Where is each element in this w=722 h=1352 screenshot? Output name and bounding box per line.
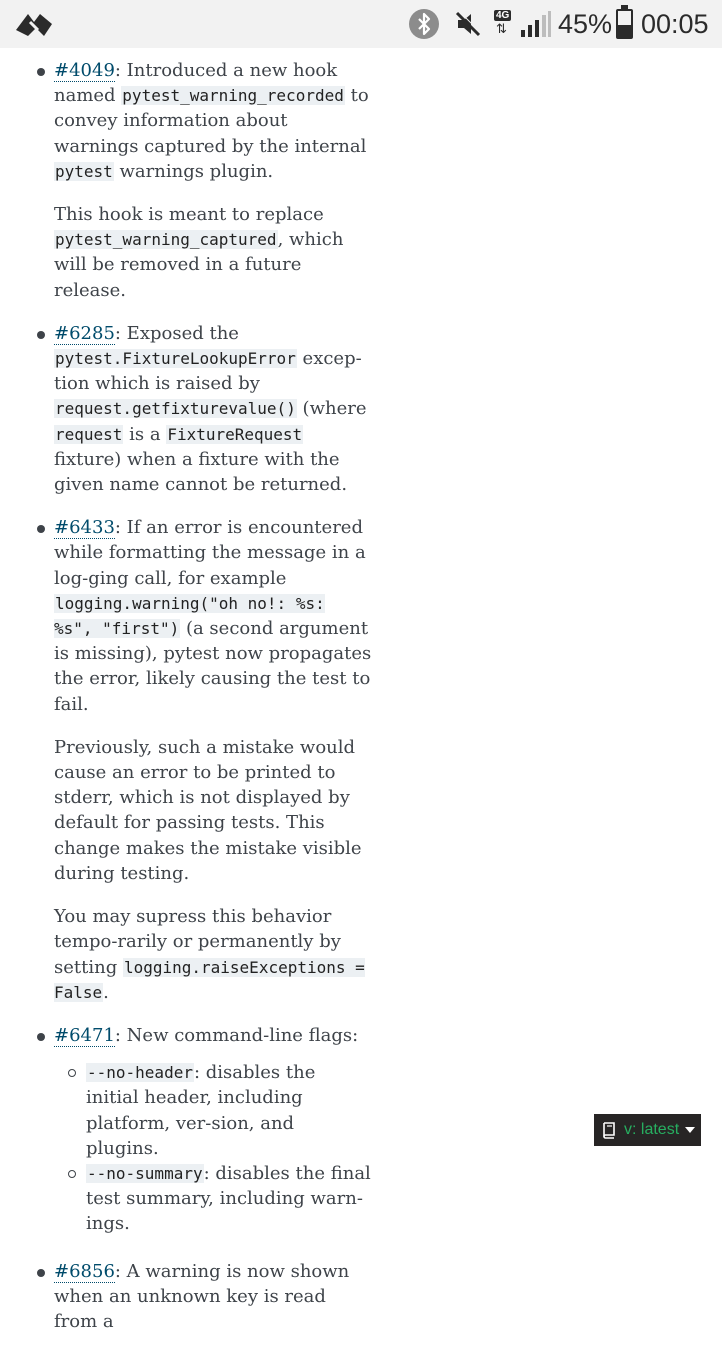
status-bar [0,0,722,48]
bullet-icon [37,1033,45,1041]
app-icon [14,8,54,40]
code-snippet: FixtureRequest [167,424,303,444]
code-snippet: request.getfixturevalue() [55,399,296,419]
bullet-icon [37,525,45,533]
signal-icon [520,10,552,38]
text: (where [296,398,367,420]
entry-paragraph [54,904,372,1005]
caret-down-icon [685,1127,695,1133]
entry-paragraph [54,515,372,717]
text: (a second argument is missing), pytest now propagates the error, likely causing the test to fail. [54,618,372,715]
sub-list [86,1060,372,1236]
code-snippet: pytest [55,161,113,181]
bullet-icon [37,68,45,76]
issue-link[interactable]: #6856 [54,1260,115,1282]
bullet-icon [37,331,45,339]
text: : disables the initial header, including platform, ver-sion, and plugins. [86,1062,316,1159]
text: Previously, such a mistake would cause an error to be printed to stderr, which is not displayed by default for passing tests. This change makes the mistake visible during testing. [54,736,362,884]
issue-link[interactable]: #6285 [54,322,115,344]
changelog-content [54,58,372,1352]
text: You may supress this behavior tempo-rarily or permanently by setting [54,906,341,978]
text: : New command-line flags: [114,1024,359,1046]
network-4g-icon [493,8,519,40]
network-arrows-icon: ⇅ [496,22,507,37]
changelog-entry [54,1023,372,1237]
entry-paragraph [54,58,372,184]
text: : If an error is encountered while formatting the message in a log-ging call, for example [54,517,366,589]
text: warnings plugin. [113,160,274,182]
text: . [103,981,109,1003]
changelog-entry [54,515,372,1005]
text: : disables the final test summary, including warn-ings. [86,1162,371,1235]
issue-link[interactable]: #6471 [54,1024,115,1046]
text: excep-tion which is raised by [54,348,362,395]
version-label: v: latest [624,1121,680,1138]
text: is a [123,423,167,445]
changelog-entry [54,1259,372,1335]
text: , which will be removed in a future release. [54,229,344,301]
changelog-entry [54,321,372,497]
sub-list-item [86,1161,372,1237]
code-snippet: --no-summary [87,1163,203,1183]
issue-link[interactable]: #6433 [54,517,115,539]
version-selector-button[interactable] [594,1114,701,1146]
circle-bullet-icon [68,1069,76,1077]
text: : Exposed the [114,322,239,344]
code-snippet: request [55,424,123,444]
code-snippet: pytest.FixtureLookupError [55,349,296,369]
sub-list-item [86,1060,372,1161]
code-snippet: --no-header [87,1063,193,1083]
changelog-entry [54,58,372,303]
code-snippet: pytest_warning_recorded [122,86,344,106]
text: to convey information about warnings captured by the internal [54,85,369,157]
code-snippet: logging.raiseExceptions = False [54,957,365,1002]
entry-paragraph [54,1259,372,1335]
network-type: 4G [496,10,510,21]
text: fixture) when a fixture with the given name cannot be returned. [54,448,348,496]
bluetooth-icon [409,9,439,39]
battery-percent: 45% [558,9,613,39]
text: This hook is meant to replace [54,204,324,226]
code-snippet: pytest_warning_captured [55,230,277,250]
mute-icon [454,10,482,38]
text: : A warning is now shown when an unknown key is read from a [54,1260,350,1332]
issue-link[interactable]: #4049 [54,60,115,81]
entry-paragraph [54,321,372,497]
book-icon [602,1122,616,1138]
circle-bullet-icon [68,1170,76,1178]
entry-paragraph [54,1023,372,1048]
code-snippet: logging.warning("oh no!: %s: %s", "first") [54,593,325,639]
text: : Introduced a new hook named [54,60,338,107]
entry-paragraph [54,202,372,303]
battery-icon [616,9,633,39]
entry-paragraph [54,735,372,886]
clock: 00:05 [641,9,709,39]
bullet-icon [37,1269,45,1277]
battery-fill [618,25,631,37]
